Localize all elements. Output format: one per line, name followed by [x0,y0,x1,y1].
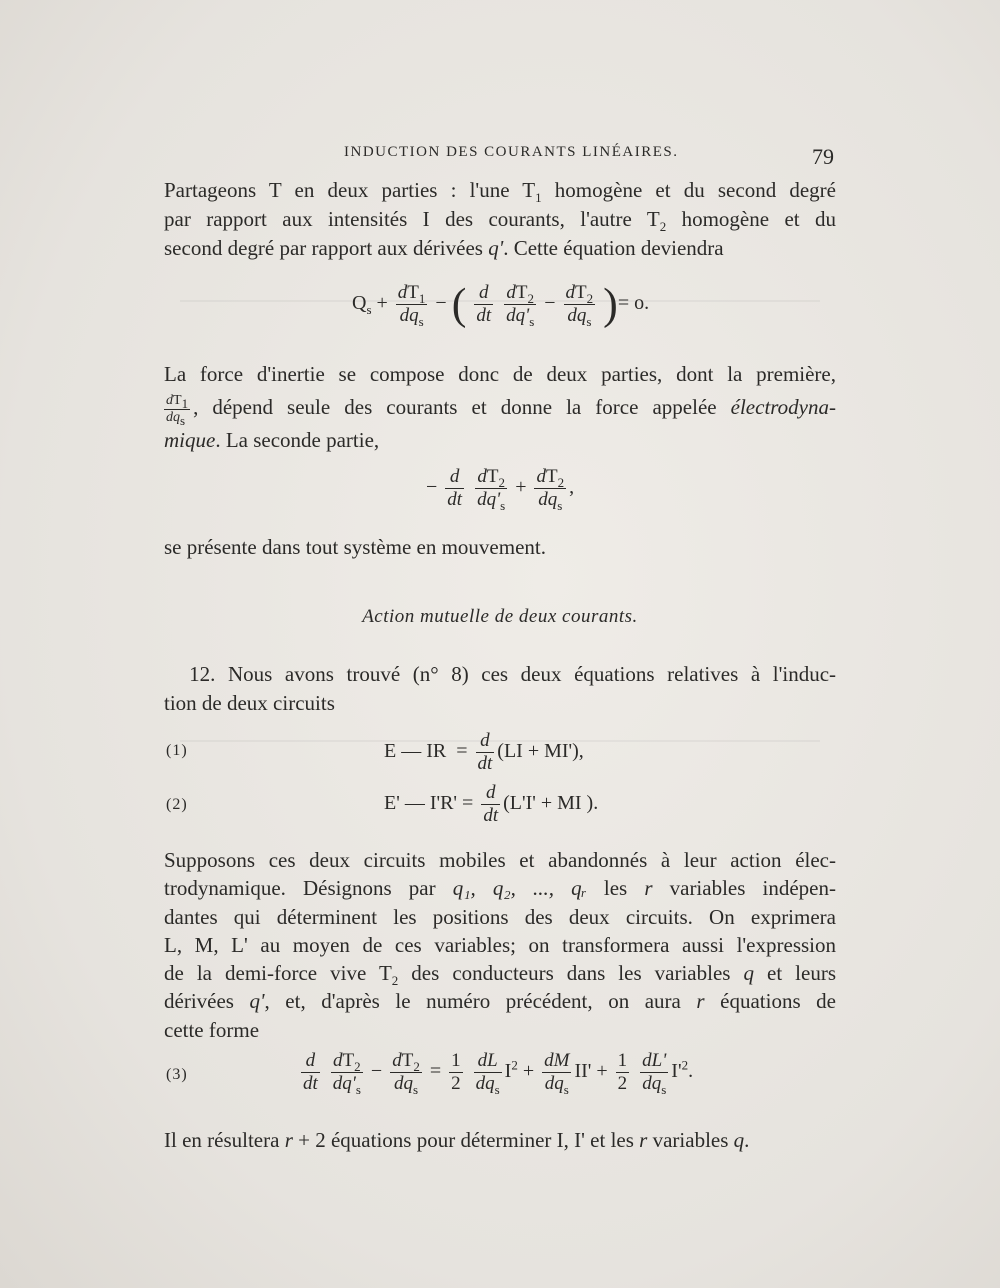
paragraph-mutual [164,660,836,718]
fraction: $\frac{dT_2}{dq_s}$ [392,1050,420,1097]
fraction: $\frac{d}{dt}$ [447,466,463,510]
fraction: $\frac{d}{dt}$ [303,1050,318,1094]
fraction: $\frac{d}{dt}$ [476,282,492,326]
fraction: $\frac{dL'}{dq_s}$ [642,1050,667,1097]
fraction: $\frac{dT_2}{dq_s}$ [565,282,594,329]
fraction: $\frac{d}{dt}$ [483,782,499,826]
text-line: 12. Nous avons trouvé (n° 8) ces deux équations relatives à l'induc- [189,662,837,686]
equation-1: E — IR = $\frac{d}{dt}$ (LI + MI'), [384,730,584,774]
text-line: second degré par rapport aux dérivées q'. Cette équation deviendra [164,236,724,260]
fraction: $\frac{dT_2}{dq'_s}$ [477,466,506,513]
fraction: $\frac{dT_2}{dq_s}$ [536,466,565,513]
fraction: $\frac{1}{2}$ [451,1050,461,1094]
text-line: Il en résultera r + 2 équations pour déterminer I, I' et les r variables q. [164,1128,750,1152]
fraction: $\frac{1}{2}$ [617,1050,628,1094]
paragraph-partition [164,176,836,263]
page-number: 79 [812,144,834,169]
text-line: L, M, L' au moyen de ces variables; on transformera aussi l'expression [164,932,836,957]
text-line: dérivées q', et, d'après le numéro précédent, on aura r équations de [164,989,837,1014]
text-line: mique. La seconde partie, [164,427,380,452]
section-number: 12. [189,662,216,686]
paragraph-suppose [164,846,836,1044]
fraction: $\frac{dT_2}{dq'_s}$ [506,282,535,329]
section-title: Action mutuelle de deux courants. [362,606,638,627]
equation-2: E' — I'R' = $\frac{d}{dt}$ (L'I' + MI ). [384,782,599,826]
equation-number: (1) [166,742,188,759]
text-line: La force d'inertie se compose donc de deux parties, dont la première, [164,362,836,386]
text-line: $\frac{dT_1}{dq_s}$ , dépend seule des courants et donne la force appelée électrodyna- [166,392,836,428]
paragraph-inertia [164,360,836,455]
text-line: se présente dans tout système en mouvement. [164,535,546,559]
fraction: $\frac{dL}{dq_s}$ [475,1050,500,1097]
fraction: $\frac{dT_2}{dq'_s}$ [332,1050,361,1097]
equation-lagrange: $Q_s$ + $\frac{dT_1}{dq_s}$ − ( $\frac{d}{dt}$ $\frac{dT_2}{dq'_s}$ − $\frac{dT_2}{dq_s}$ )= o. [352,279,650,329]
paragraph-motion [164,533,836,562]
text-line: tion de deux circuits [164,691,335,715]
text-line: trodynamique. Désignons par q₁, q₂, ..., qᵣ les r variables indépen- [164,876,836,901]
running-header: INDUCTION DES COURANTS LINÉAIRES. [344,144,679,160]
equation-number: (2) [166,796,188,813]
text-line: cette forme [164,1017,260,1042]
paragraph-result [164,1126,836,1155]
text-line: Supposons ces deux circuits mobiles et abandonnés à leur action élec- [164,848,836,872]
text-line: par rapport aux intensités I des courants, l'autre $T_2$ homogène et du [164,207,837,235]
fraction: $\frac{dT_1}{dq_s}$ [166,392,189,428]
fraction: $\frac{dM}{dq_s}$ [544,1050,570,1097]
equation-3: $\frac{d}{dt}$ $\frac{dT_2}{dq'_s}$ − $\frac{dT_2}{dq_s}$ = $\frac{1}{2}$ $\frac{dL}{dq_s}$ $I^2$ + $\frac{dM}{dq_s}$ II' + $\frac{1}{2}$ $\frac{dL'}{dq_s}$ $I'^2$. [303,1050,694,1097]
equation-number: (3) [166,1066,188,1083]
text-line: Partageons T en deux parties : l'une $T_1$ homogène et du second degré [164,178,836,206]
fraction: $\frac{d}{dt}$ [477,730,493,774]
equation-second-part: − $\frac{d}{dt}$ $\frac{dT_2}{dq'_s}$ + $\frac{dT_2}{dq_s}$ , [426,466,575,513]
text-line: dantes qui déterminent les positions des deux circuits. On exprimera [164,904,836,929]
text-line: de la demi-force vive $T_2$ des conducteurs dans les variables q et leurs [164,961,836,989]
fraction: $\frac{dT_1}{dq_s}$ [397,282,426,329]
